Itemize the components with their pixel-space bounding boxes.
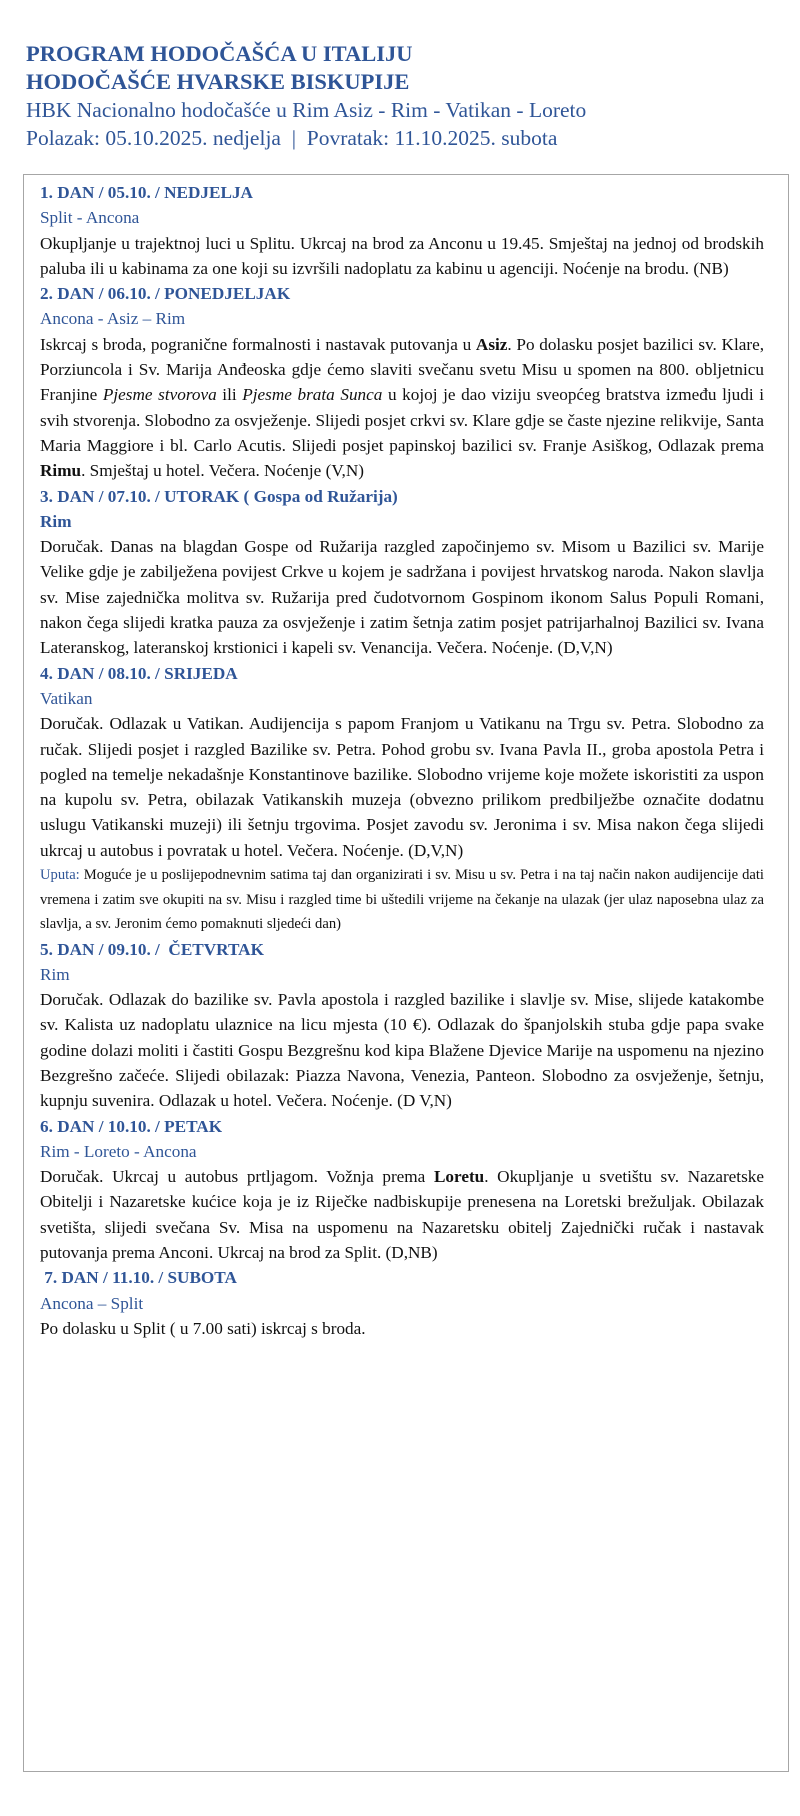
day-3-text: Doručak. Danas na blagdan Gospe od Ružarija razgled započinjemo sv. Misom u Bazilici sv. Marije Velike gdje je zabilježena povijest Crkve u kojem je sadržana i povijest hrvatskog naroda. Nakon slavlja sv. Mise zajednička molitva sv. Ružarija pred čudotvornom Gospinom ikonom Salus Populi Romani, nakon čega slijedi kratka pauza za osvježenje i zatim šetnja zatim posjet patrijarhalnoj Bazilici sv. Ivana Lateranskog, lateranskoj krstionici i kapeli sv. Venancija. Večera. Noćenje. (D,V,N) (40, 537, 764, 658)
day-5-section (40, 937, 764, 1114)
day-2-text-d: u kojoj je dao viziju sveopćeg bratstva između ljudi i svih stvorenja. Slobodno za osvježenje. Slijedi posjet crkvi sv. Klare gdje se časte njezine relikvije, Santa Maria Maggiore i bl. Carlo Acutis. Slijedi posjet papinskoj bazilici sv. Franje Asiškog, Odlazak prema (40, 385, 764, 455)
note-text: Moguće je u poslijepodnevnim satima taj dan organizirati i sv. Misu u sv. Petra i na taj način nakon audijencije dati vremena i zatim sve okupiti na sv. Misu i razgled time bi uštedili vrijeme na čekanje na ulazak (jer ulaz naposebna ulaz za slavlja, a sv. Jeronim ćemo pomaknuti sljedeći dan) (40, 867, 764, 933)
day-2-place-rim: Rimu (40, 461, 82, 481)
travel-dates: Polazak: 05.10.2025. nedjelja | Povratak: 11.10.2025. subota (26, 126, 558, 150)
note-label: Uputa: (40, 867, 80, 884)
day-2-text-e: . Smještaj u hotel. Večera. Noćenje (V,N) (81, 461, 364, 481)
day-2-text-a: Iskrcaj s broda, pogranične formalnosti i nastavak putovanja u (40, 334, 476, 354)
day-2-section (40, 281, 764, 483)
day-4-text: Doručak. Odlazak u Vatikan. Audijencija s papom Franjom u Vatikanu na Trgu sv. Petra. Slobodno za ručak. Slijedi posjet i razgled Bazilike sv. Petra. Pohod grobu sv. Ivana Pavla II., groba apostola Petra i pogled na temelje nekadašnje Konstantinove bazilike. Slobodno vrijeme koje možete iskoristiti za uspon na kupolu sv. Petra, obilazak Vatikanskih muzeja (obvezno prilikom predbilježbe označite dodatnu uslugu Vatikanski muzeji) ili šetnju trgovima. Posjet zavodu sv. Jeronima i sv. Misa nakon čega slijedi ukrcaj u autobus i povratak u hotel. Večera. Noćenje. (D,V,N) (40, 714, 764, 860)
day-5-route: Rim (40, 964, 70, 984)
day-2-text-c: ili (216, 385, 243, 405)
title-line-2: HODOČAŠĆE HVARSKE BISKUPIJE (26, 69, 410, 94)
day-2-work-title-2: Pjesme brata Sunca (242, 385, 383, 405)
day-7-title: 7. DAN / 11.10. / SUBOTA (40, 1268, 237, 1288)
day-4-route: Vatikan (40, 688, 93, 708)
day-5-text: Doručak. Odlazak do bazilike sv. Pavla apostola i razgled bazilike i slavlje sv. Mise, slijede katakombe sv. Kalista uz nadoplatu ulaznice na licu mjesta (10 €). Odlazak do španjolskih stuba gdje papa svake godine dolazi moliti i častiti Gospu Bezgrešnu kod kipa Blažene Djevice Marije na uspomenu na njezino Bezgrešno začeće. Slijedi obilazak: Piazza Navona, Venezia, Panteon. Slobodno za osvježenje, šetnju, kupnju suvenira. Odlazak u hotel. Večera. Noćenje. (D V,N) (40, 990, 764, 1111)
day-1-section (40, 180, 764, 281)
day-7-text: Po dolasku u Split ( u 7.00 sati) iskrcaj s broda. (40, 1318, 366, 1338)
day-6-text-a: Doručak. Ukrcaj u autobus prtljagom. Vožnja prema (40, 1167, 434, 1187)
day-4-title: 4. DAN / 08.10. / SRIJEDA (40, 663, 238, 683)
program-content (40, 180, 764, 1341)
day-2-text-b: . Po dolasku posjet bazilici sv. Klare, Porziuncola i Sv. Marija Anđeoska gdje ćemo slaviti svečanu svetu Misu u spomen na 800. obljetnicu Franjine (40, 334, 764, 405)
document-header (26, 40, 786, 152)
day-2-title: 2. DAN / 06.10. / PONEDJELJAK (40, 284, 291, 304)
day-7-section (40, 1265, 764, 1341)
day-3-route: Rim (40, 511, 72, 531)
day-2-work-title-1: Pjesme stvorova (102, 385, 217, 405)
day-1-title: 1. DAN / 05.10. / NEDJELJA (40, 183, 253, 202)
day-3-title: 3. DAN / 07.10. / UTORAK ( Gospa od Ružarija) (40, 486, 398, 506)
day-1-text: Okupljanje u trajektnoj luci u Splitu. Ukrcaj na brod za Anconu u 19.45. Smještaj na jednoj od brodskih paluba ili u kabinama za one koji su izvršili nadoplatu za kabinu u agenciji. Noćenje na brodu. (NB) (40, 233, 764, 278)
day-6-text-b: . Okupljanje u svetištu sv. Nazaretske Obitelji i Nazaretske kućice koja je iz Riječke nadbiskupije prenesena na Loretski brežuljak. Obilazak svetišta, slijedi svečana Sv. Misa na uspomenu na Nazaretsku obitelj Zajednički ručak i nastavak putovanja prema Anconi. Ukrcaj na brod za Split. (D,NB) (40, 1167, 764, 1263)
day-1-route: Split - Ancona (40, 208, 140, 228)
day-6-text (40, 1164, 764, 1265)
subtitle: HBK Nacionalno hodočašće u Rim Asiz - Rim - Vatikan - Loreto (26, 98, 587, 122)
day-2-text (40, 332, 764, 484)
day-2-place-asiz: Asiz (475, 334, 508, 354)
day-6-title: 6. DAN / 10.10. / PETAK (40, 1116, 223, 1136)
day-3-section (40, 484, 764, 661)
day-5-title: 5. DAN / 09.10. / ČETVRTAK (40, 939, 264, 959)
day-2-route: Ancona - Asiz – Rim (40, 309, 186, 329)
title-line-1: PROGRAM HODOČAŠĆA U ITALIJU (26, 41, 413, 66)
day-6-section (40, 1114, 764, 1266)
day-6-place-loreto: Loretu (433, 1167, 485, 1187)
day-7-route: Ancona – Split (40, 1293, 144, 1313)
day-4-note (40, 863, 764, 937)
day-6-route: Rim - Loreto - Ancona (40, 1141, 197, 1161)
day-4-section (40, 661, 764, 937)
